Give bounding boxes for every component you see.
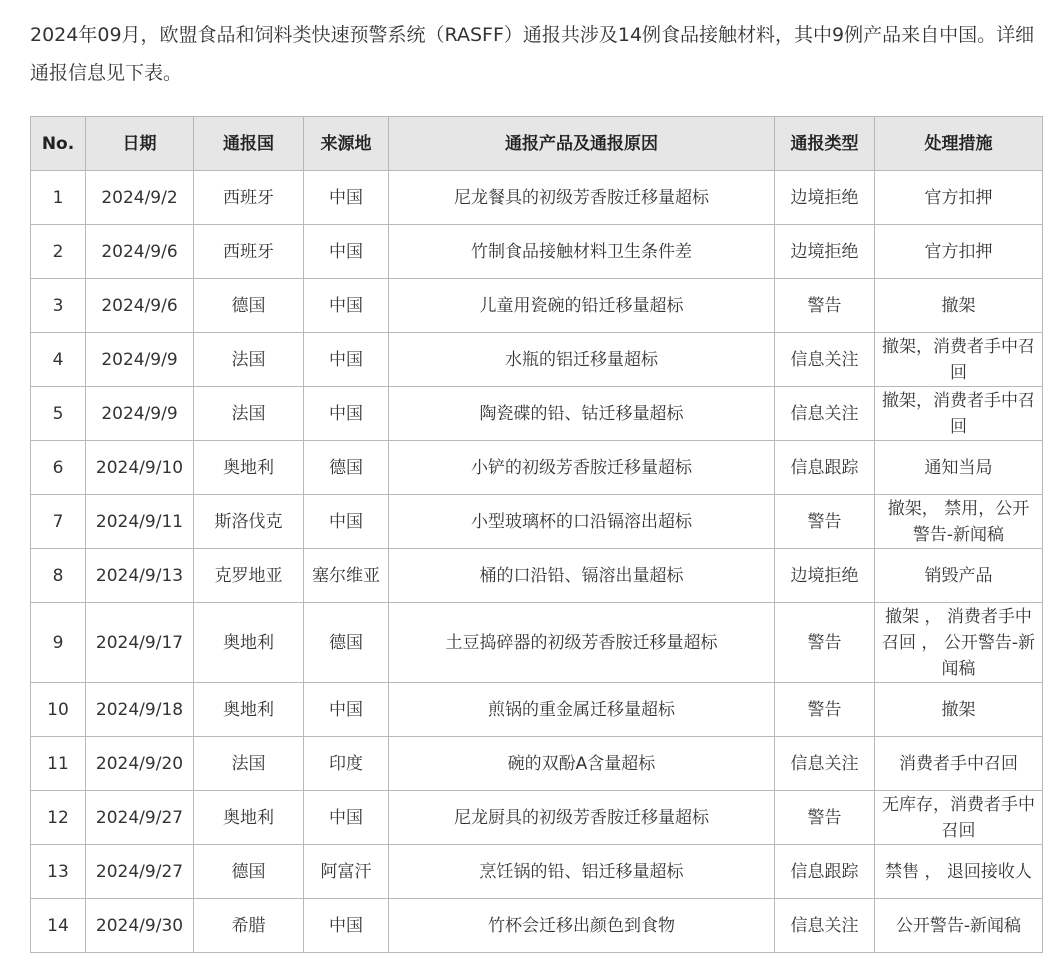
cell-no: 11 (31, 737, 86, 791)
cell-type: 警告 (775, 683, 875, 737)
rasff-notification-table (30, 116, 1043, 953)
cell-country: 奥地利 (194, 441, 304, 495)
cell-date: 2024/9/20 (86, 737, 194, 791)
cell-action: 撤架 (875, 683, 1043, 737)
cell-product: 儿童用瓷碗的铅迁移量超标 (389, 279, 775, 333)
header-no: No. (31, 117, 86, 171)
header-action: 处理措施 (875, 117, 1043, 171)
cell-action: 官方扣押 (875, 171, 1043, 225)
cell-action: 撤架 ， 消费者手中召回 ， 公开警告-新闻稿 (875, 603, 1043, 683)
cell-no: 2 (31, 225, 86, 279)
cell-origin: 阿富汗 (304, 845, 389, 899)
cell-country: 希腊 (194, 899, 304, 953)
cell-no: 4 (31, 333, 86, 387)
cell-action: 通知当局 (875, 441, 1043, 495)
cell-action: 撤架，消费者手中召回 (875, 333, 1043, 387)
header-country: 通报国 (194, 117, 304, 171)
cell-origin: 塞尔维亚 (304, 549, 389, 603)
cell-origin: 中国 (304, 495, 389, 549)
table-row (31, 279, 1043, 333)
intro-paragraph: 2024年09月，欧盟食品和饲料类快速预警系统（RASFF）通报共涉及14例食品接触材料，其中9例产品来自中国。详细通报信息见下表。 (30, 24, 1035, 84)
cell-no: 10 (31, 683, 86, 737)
table-row (31, 603, 1043, 683)
cell-date: 2024/9/9 (86, 333, 194, 387)
table-row (31, 549, 1043, 603)
cell-country: 斯洛伐克 (194, 495, 304, 549)
table-row (31, 333, 1043, 387)
cell-type: 警告 (775, 495, 875, 549)
header-product: 通报产品及通报原因 (389, 117, 775, 171)
cell-product: 土豆捣碎器的初级芳香胺迁移量超标 (389, 603, 775, 683)
table-row (31, 387, 1043, 441)
cell-origin: 中国 (304, 791, 389, 845)
cell-product: 烹饪锅的铅、铝迁移量超标 (389, 845, 775, 899)
table-row (31, 737, 1043, 791)
table-row (31, 683, 1043, 737)
header-origin: 来源地 (304, 117, 389, 171)
cell-date: 2024/9/27 (86, 791, 194, 845)
cell-date: 2024/9/30 (86, 899, 194, 953)
table-header-row (31, 117, 1043, 171)
cell-no: 5 (31, 387, 86, 441)
cell-date: 2024/9/10 (86, 441, 194, 495)
cell-date: 2024/9/17 (86, 603, 194, 683)
cell-country: 西班牙 (194, 225, 304, 279)
cell-date: 2024/9/2 (86, 171, 194, 225)
cell-country: 法国 (194, 387, 304, 441)
cell-no: 14 (31, 899, 86, 953)
cell-type: 信息跟踪 (775, 845, 875, 899)
cell-no: 7 (31, 495, 86, 549)
table-row (31, 899, 1043, 953)
cell-country: 德国 (194, 279, 304, 333)
cell-country: 法国 (194, 737, 304, 791)
cell-no: 1 (31, 171, 86, 225)
cell-action: 消费者手中召回 (875, 737, 1043, 791)
table-row (31, 495, 1043, 549)
cell-no: 12 (31, 791, 86, 845)
cell-type: 警告 (775, 603, 875, 683)
cell-date: 2024/9/6 (86, 225, 194, 279)
cell-date: 2024/9/27 (86, 845, 194, 899)
cell-origin: 中国 (304, 333, 389, 387)
cell-origin: 中国 (304, 279, 389, 333)
cell-product: 桶的口沿铅、镉溶出量超标 (389, 549, 775, 603)
cell-product: 煎锅的重金属迁移量超标 (389, 683, 775, 737)
cell-no: 8 (31, 549, 86, 603)
cell-action: 撤架 (875, 279, 1043, 333)
cell-country: 西班牙 (194, 171, 304, 225)
cell-product: 尼龙厨具的初级芳香胺迁移量超标 (389, 791, 775, 845)
cell-no: 13 (31, 845, 86, 899)
cell-origin: 德国 (304, 441, 389, 495)
cell-product: 水瓶的铝迁移量超标 (389, 333, 775, 387)
cell-type: 边境拒绝 (775, 171, 875, 225)
table-row (31, 791, 1043, 845)
cell-type: 信息关注 (775, 737, 875, 791)
cell-country: 德国 (194, 845, 304, 899)
cell-type: 警告 (775, 791, 875, 845)
cell-action: 禁售 ， 退回接收人 (875, 845, 1043, 899)
cell-date: 2024/9/9 (86, 387, 194, 441)
cell-type: 边境拒绝 (775, 549, 875, 603)
table-row (31, 171, 1043, 225)
cell-product: 碗的双酚A含量超标 (389, 737, 775, 791)
table-row (31, 845, 1043, 899)
cell-product: 小型玻璃杯的口沿镉溶出超标 (389, 495, 775, 549)
cell-no: 6 (31, 441, 86, 495)
cell-country: 克罗地亚 (194, 549, 304, 603)
header-date: 日期 (86, 117, 194, 171)
cell-date: 2024/9/13 (86, 549, 194, 603)
cell-country: 法国 (194, 333, 304, 387)
cell-product: 尼龙餐具的初级芳香胺迁移量超标 (389, 171, 775, 225)
cell-origin: 中国 (304, 171, 389, 225)
cell-date: 2024/9/18 (86, 683, 194, 737)
cell-date: 2024/9/11 (86, 495, 194, 549)
cell-origin: 中国 (304, 387, 389, 441)
cell-action: 销毁产品 (875, 549, 1043, 603)
cell-country: 奥地利 (194, 683, 304, 737)
cell-origin: 印度 (304, 737, 389, 791)
cell-type: 信息关注 (775, 387, 875, 441)
table-row (31, 441, 1043, 495)
header-type: 通报类型 (775, 117, 875, 171)
cell-no: 3 (31, 279, 86, 333)
cell-type: 警告 (775, 279, 875, 333)
cell-type: 信息跟踪 (775, 441, 875, 495)
cell-product: 竹制食品接触材料卫生条件差 (389, 225, 775, 279)
cell-origin: 中国 (304, 899, 389, 953)
cell-origin: 中国 (304, 683, 389, 737)
cell-action: 撤架， 禁用，公开警告-新闻稿 (875, 495, 1043, 549)
cell-date: 2024/9/6 (86, 279, 194, 333)
cell-product: 小铲的初级芳香胺迁移量超标 (389, 441, 775, 495)
cell-type: 信息关注 (775, 333, 875, 387)
cell-origin: 中国 (304, 225, 389, 279)
cell-no: 9 (31, 603, 86, 683)
cell-product: 陶瓷碟的铅、钴迁移量超标 (389, 387, 775, 441)
cell-action: 撤架，消费者手中召回 (875, 387, 1043, 441)
table-row (31, 225, 1043, 279)
cell-country: 奥地利 (194, 791, 304, 845)
cell-type: 信息关注 (775, 899, 875, 953)
cell-action: 无库存，消费者手中召回 (875, 791, 1043, 845)
cell-type: 边境拒绝 (775, 225, 875, 279)
cell-action: 官方扣押 (875, 225, 1043, 279)
cell-country: 奥地利 (194, 603, 304, 683)
cell-action: 公开警告-新闻稿 (875, 899, 1043, 953)
cell-product: 竹杯会迁移出颜色到食物 (389, 899, 775, 953)
cell-origin: 德国 (304, 603, 389, 683)
